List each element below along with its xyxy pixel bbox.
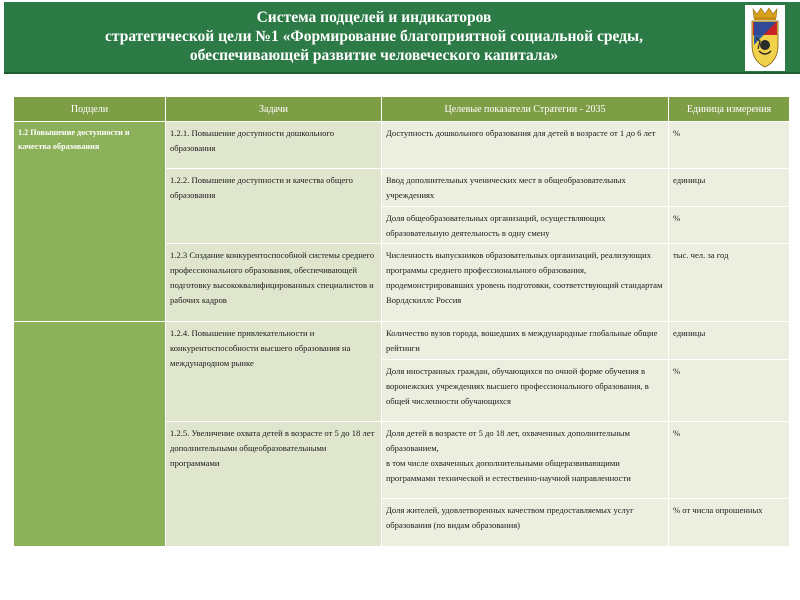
header-banner xyxy=(4,2,800,74)
indicator-cell: Доля жителей, удовлетворенных качеством предоставляемых услуг образования (по видам образования) xyxy=(382,499,669,547)
indicator-cell: Количество вузов города, вошедших в международные глобальные общие рейтинги xyxy=(382,322,669,360)
unit-cell: единицы xyxy=(669,169,790,207)
unit-cell: % xyxy=(669,122,790,169)
indicator-cell: Ввод дополнительных ученических мест в общеобразовательных учреждениях xyxy=(382,169,669,207)
indicator-cell: Численность выпускников образовательных организаций, реализующих программы среднего профессионального образования, продемонстрировавших уровень подготовки, соответствующий стандартам Ворлдскиллс Россия xyxy=(382,244,669,322)
task-cell: 1.2.4. Повышение привлекательности и конкурентоспособности высшего образования на международном рынке xyxy=(166,322,382,422)
unit-cell: % xyxy=(669,360,790,422)
col-header-units: Единица измерения xyxy=(669,97,790,122)
subgoal-cell-continued xyxy=(14,322,166,547)
task-cell: 1.2.1. Повышение доступности дошкольного образования xyxy=(166,122,382,169)
indicators-table xyxy=(13,96,790,547)
table-row xyxy=(14,322,790,360)
col-header-tasks: Задачи xyxy=(166,97,382,122)
indicator-cell: Доля общеобразовательных организаций, осуществляющих образовательную деятельность в одну смену xyxy=(382,207,669,244)
unit-cell: % xyxy=(669,207,790,244)
title-line-3: обеспечивающей развитие человеческого капитала» xyxy=(189,47,559,64)
indicator-cell: Доступность дошкольного образования для детей в возрасте от 1 до 6 лет xyxy=(382,122,669,169)
task-cell: 1.2.2. Повышение доступности и качества общего образования xyxy=(166,169,382,244)
table-header-row xyxy=(14,97,790,122)
indicator-cell: Доля иностранных граждан, обучающихся по очной форме обучения в воронежских учреждениях высшего профессионального образования, в общей численности обучающихся xyxy=(382,360,669,422)
coat-of-arms-icon xyxy=(745,5,785,71)
col-header-subgoals: Подцели xyxy=(14,97,166,122)
unit-cell: тыс. чел. за год xyxy=(669,244,790,322)
title-line-2: стратегической цели №1 «Формирование благоприятной социальной среды, xyxy=(105,28,643,45)
unit-cell: единицы xyxy=(669,322,790,360)
page-title xyxy=(24,8,724,65)
title-line-1: Система подцелей и индикаторов xyxy=(256,9,492,26)
task-cell: 1.2.3 Создание конкурентоспособной системы среднего профессионального образования, обеспечивающей подготовку высококвалифицированных специалистов и рабочих кадров xyxy=(166,244,382,322)
subgoal-cell: 1.2 Повышение доступности и качества образования xyxy=(14,122,166,322)
table-row xyxy=(14,122,790,169)
unit-cell: % от числа опрошенных xyxy=(669,499,790,547)
indicator-cell: Доля детей в возрасте от 5 до 18 лет, охваченных дополнительным образованием, в том числе охваченных дополнительными общеразвивающими программами технической и естественно-научной направленности xyxy=(382,422,669,499)
unit-cell: % xyxy=(669,422,790,499)
col-header-indicators: Целевые показатели Стратегии - 2035 xyxy=(382,97,669,122)
task-cell: 1.2.5. Увеличение охвата детей в возрасте от 5 до 18 лет дополнительными общеобразовательными программами xyxy=(166,422,382,547)
